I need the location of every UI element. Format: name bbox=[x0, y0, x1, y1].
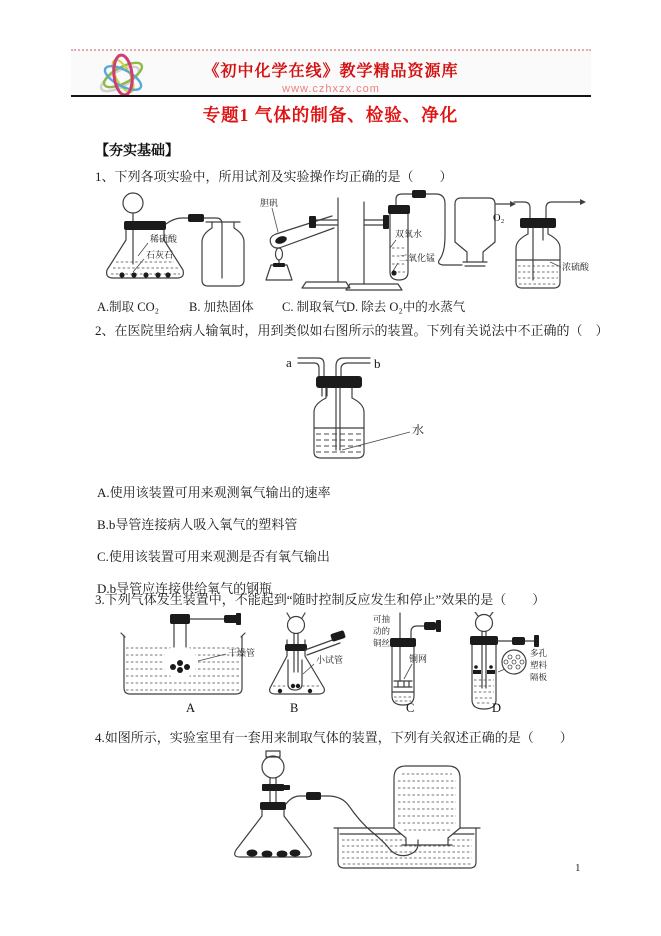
question-4-figure bbox=[222, 750, 487, 879]
page-number: 1 bbox=[575, 862, 581, 874]
q3-apparatus-b-flask-small-tube bbox=[270, 613, 346, 715]
q1-apparatus-c-o2-generator bbox=[346, 190, 495, 290]
q2-option-b: B.b导管连接病人吸入氧气的塑料管 bbox=[97, 517, 298, 532]
label-copper-mesh: 铜网 bbox=[409, 654, 428, 664]
q3-apparatus-c-movable-copper-wire bbox=[373, 613, 441, 715]
label-tube-a: a bbox=[286, 355, 292, 370]
label-movable-wire-line3: 铜丝 bbox=[373, 638, 391, 648]
q3-item-letter-a: A bbox=[186, 701, 196, 715]
q3-item-letter-d: D bbox=[492, 701, 502, 715]
label-small-test-tube: 小试管 bbox=[316, 655, 344, 665]
q1-apparatus-d-gas-washing-bottle bbox=[493, 199, 590, 288]
question-3-figure bbox=[110, 612, 570, 721]
question-4-text: 4.如图所示，实验室里有一套用来制取气体的装置，下列有关叙述正确的是（ ） bbox=[95, 730, 573, 745]
q1-apparatus-b-heating-solid bbox=[260, 198, 350, 288]
label-tube-b: b bbox=[374, 356, 381, 371]
q2-option-a: A.使用该装置可用来观测氧气输出的速率 bbox=[97, 485, 331, 500]
label-porous-line2: 塑料 bbox=[530, 660, 548, 670]
label-drying-tube: 干燥管 bbox=[228, 648, 256, 658]
q3-item-letter-c: C bbox=[406, 701, 415, 715]
q3-apparatus-a-drying-tube-in-beaker bbox=[121, 613, 255, 715]
label-conc-sulfuric-acid: 浓硫酸 bbox=[562, 262, 590, 272]
label-blue-vitriol: 胆矾 bbox=[260, 198, 279, 208]
label-hydrogen-peroxide: 双氧水 bbox=[395, 229, 423, 239]
q2-option-d: D.b导管应连接供给氧气的钢瓶 bbox=[97, 581, 273, 596]
q3-item-letter-b: B bbox=[290, 701, 299, 715]
document-title: 专题1 气体的制备、检验、净化 bbox=[202, 105, 459, 125]
question-3-text: 3.下列气体发生装置中，不能起到“随时控制反应发生和停止”效果的是（ ） bbox=[95, 592, 546, 607]
label-porous-line3: 隔板 bbox=[530, 672, 548, 682]
site-title: 《初中化学在线》教学精品资源库 bbox=[203, 63, 459, 80]
site-header bbox=[71, 49, 591, 96]
q4-gas-generator-and-water-collection bbox=[235, 751, 480, 868]
question-1-text: 1、下列各项实验中，所用试剂及实验操作均正确的是（ ） bbox=[95, 169, 453, 184]
label-porous-line1: 多孔 bbox=[530, 648, 548, 658]
site-url-link[interactable]: www.czhxzx.com bbox=[282, 83, 380, 95]
label-oxygen-o2: O₂ bbox=[493, 213, 505, 224]
q2-option-c: C.使用该装置可用来观测是否有氧气输出 bbox=[97, 549, 330, 564]
header-divider bbox=[71, 95, 591, 97]
question-1-figure bbox=[100, 190, 592, 303]
q1-option-d: D. 除去 O₂中的水蒸气 bbox=[346, 300, 466, 314]
section-heading: 【夯实基础】 bbox=[95, 144, 179, 159]
q1-option-b: B. 加热固体 bbox=[189, 300, 254, 314]
label-movable-wire-line1: 可抽 bbox=[373, 614, 391, 624]
label-limestone: 石灰石 bbox=[146, 250, 174, 260]
q1-option-a: A.制取 CO₂ bbox=[97, 300, 159, 314]
label-manganese-dioxide: 二氧化锰 bbox=[399, 253, 436, 263]
label-movable-wire-line2: 动的 bbox=[373, 626, 391, 636]
q1-option-c: C. 制取氧气 bbox=[282, 300, 347, 314]
q2-humidifier-bottle bbox=[286, 355, 424, 458]
q1-apparatus-a-co2-generator bbox=[107, 193, 244, 286]
question-2-text: 2、在医院里给病人输氧时，用到类似如右图所示的装置。下列有关说法中不正确的（ ） bbox=[95, 323, 609, 338]
question-2-figure bbox=[278, 342, 448, 487]
label-dilute-sulfuric-acid: 稀硫酸 bbox=[150, 234, 178, 244]
label-water: 水 bbox=[412, 423, 425, 437]
q3-apparatus-d-porous-plate-tube bbox=[470, 612, 548, 715]
